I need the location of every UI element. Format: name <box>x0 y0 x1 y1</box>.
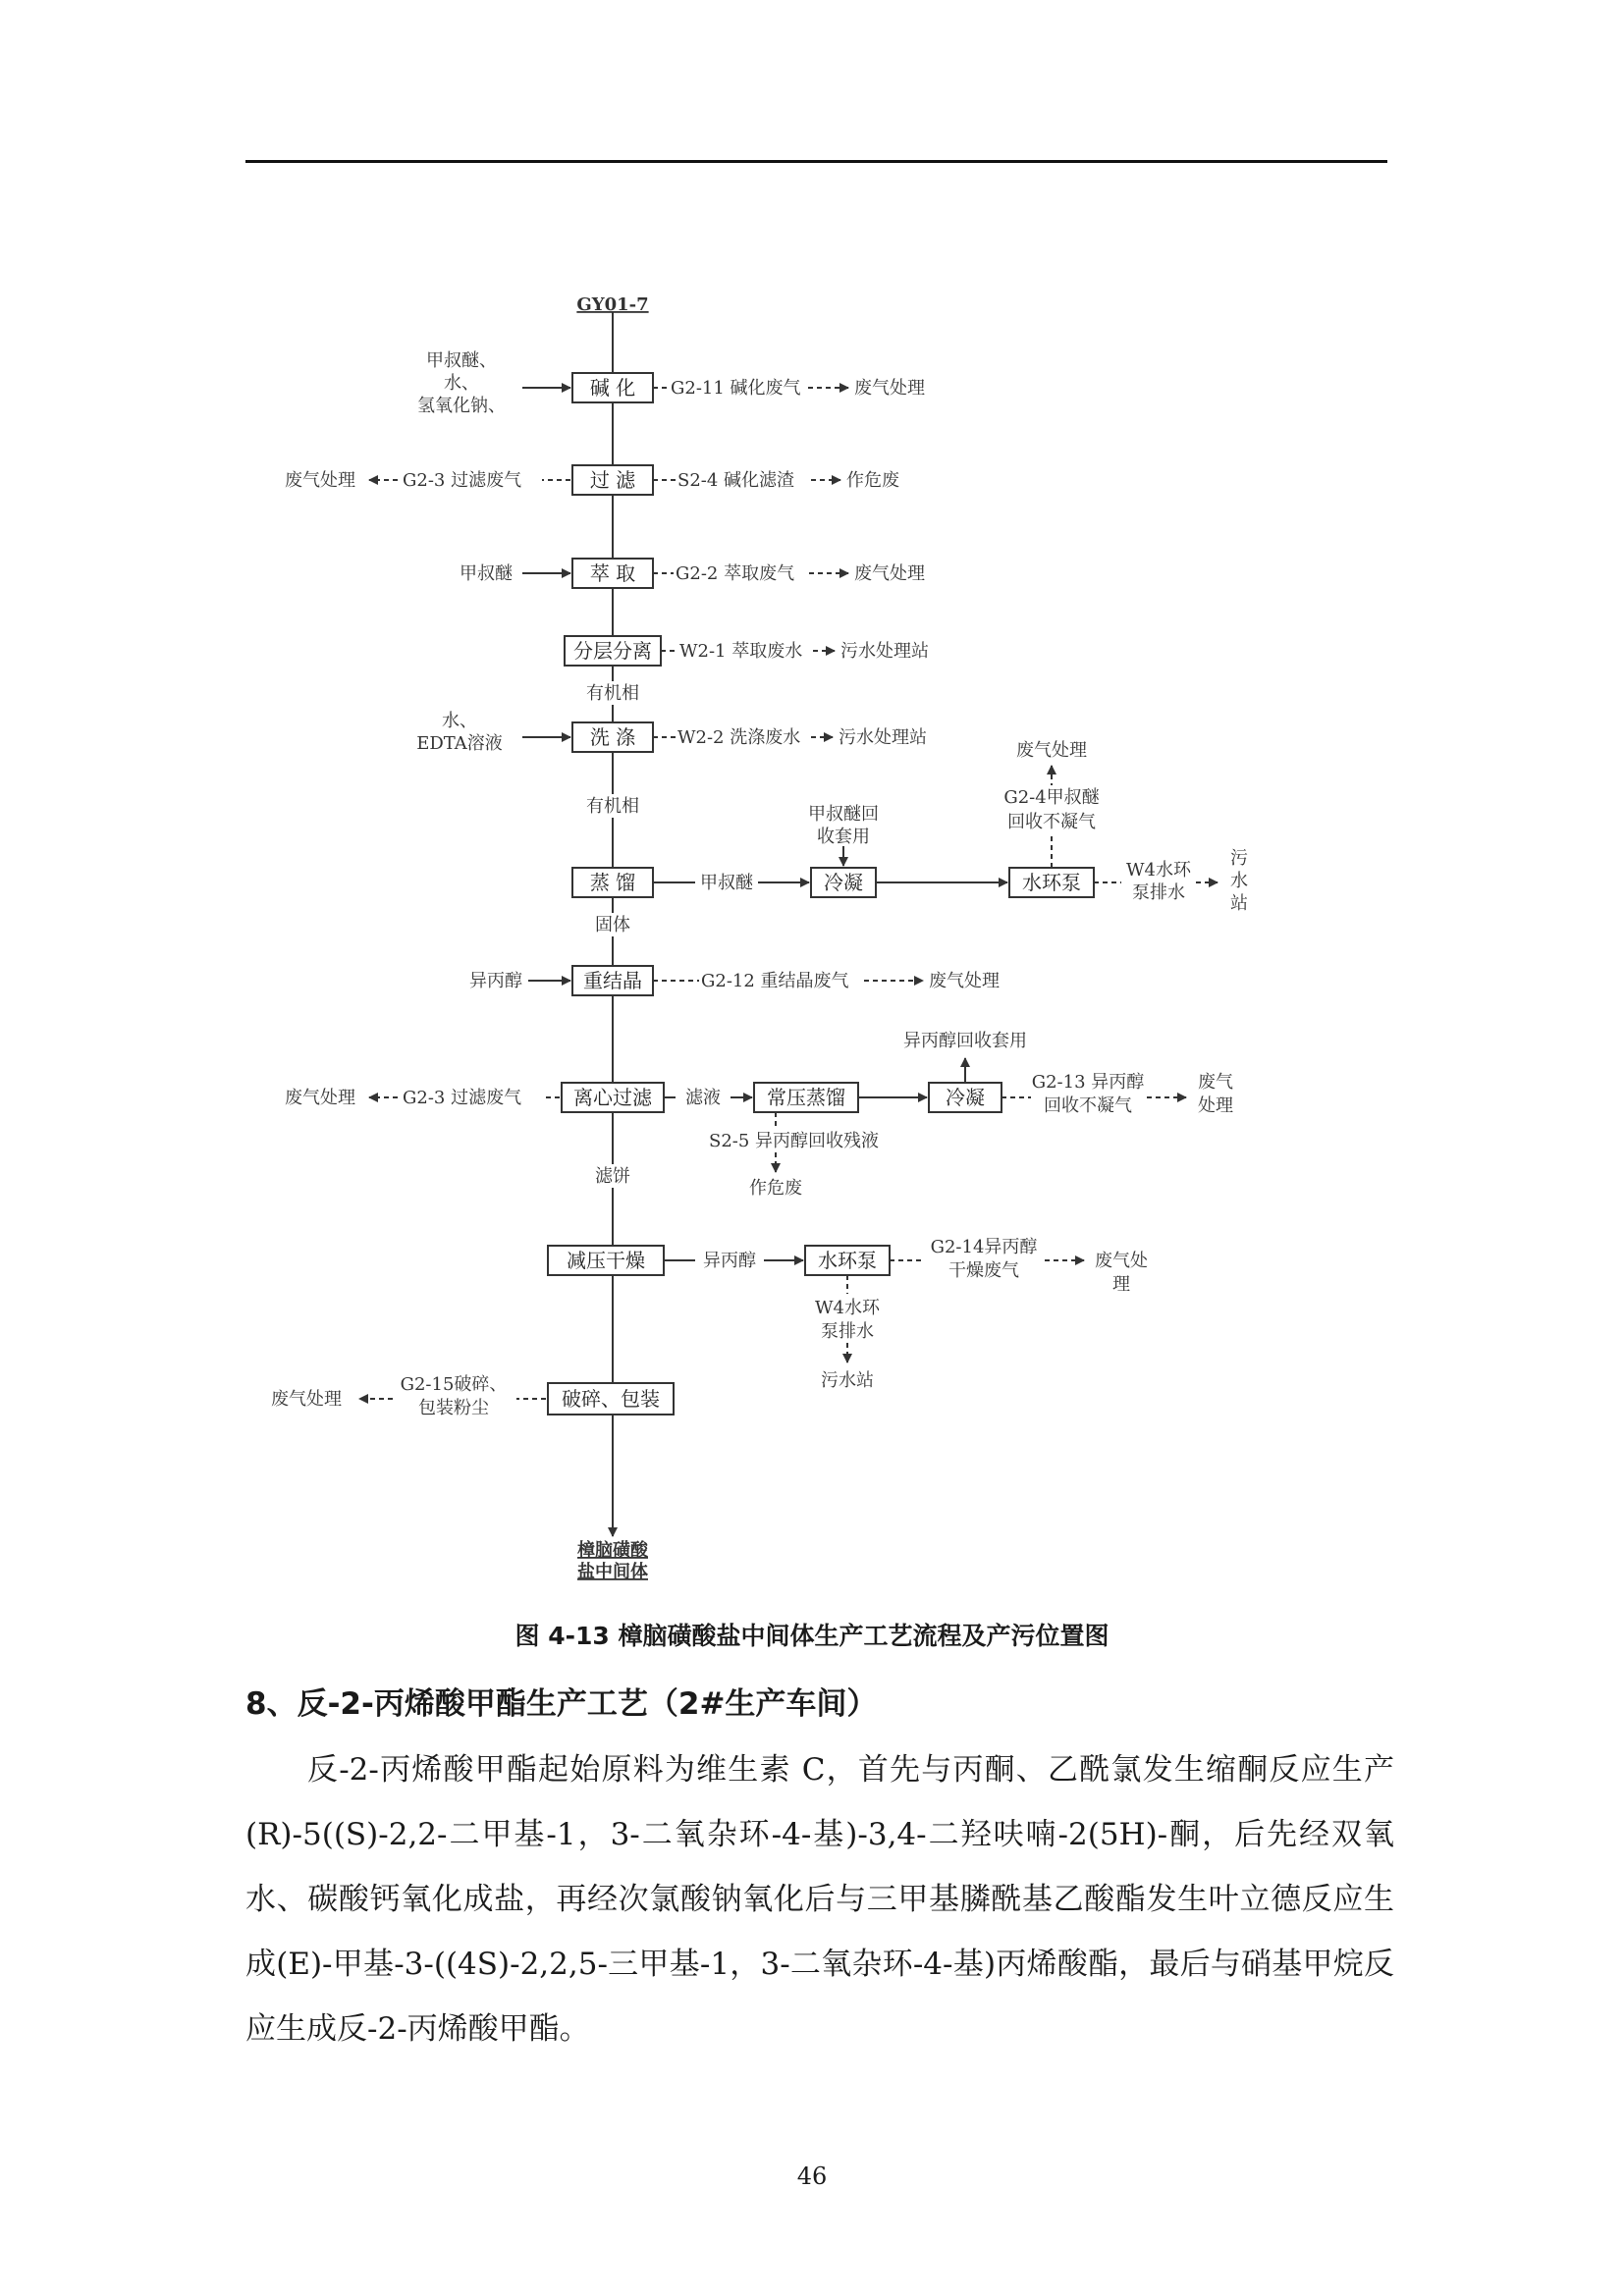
input-3: 甲叔醚 <box>460 563 513 584</box>
label-wg8: 废气处理 <box>271 1389 342 1410</box>
body-paragraph: 反-2-丙烯酸甲酯起始原料为维生素 C，首先与丙酮、乙酰氯发生缩酮反应生产(R)-5((S)-2,2-二甲基-1，3-二氧杂环-4-基)-3,4-二羟呋喃-2(5H)-酮，后先经双氧水、碳酸钙氧化成盐，再经次氯酸钠氧化后与三甲基膦酰基乙酸酯发生叶立德反应生成(E)-甲基-3-((4S)-2,2,5-三甲基-1，3-二氧杂环-4-基)丙烯酸酯，最后与硝基甲烷反应生成反-2-丙烯酸甲酯。 <box>245 1752 1394 2047</box>
label-s2-4: S2-4 碱化滤渣 <box>677 470 795 491</box>
input-1b: 水、 <box>444 373 479 394</box>
source-label: GY01-7 <box>576 294 649 315</box>
node-condenser-2-label: 冷凝 <box>946 1086 985 1109</box>
label-g2-4a: G2-4甲叔醚 <box>1003 787 1100 808</box>
label-g2-3b: G2-3 过滤废气 <box>403 1088 522 1108</box>
product-label-1: 樟脑磺酸 <box>577 1540 648 1561</box>
node-vacuum-drying-label: 减压干燥 <box>567 1249 645 1272</box>
input-7: 异丙醇 <box>469 971 522 991</box>
label-recycle-a: 甲叔醚回 <box>808 804 879 825</box>
page-number: 46 <box>796 2163 828 2190</box>
node-distillation-label: 蒸 馏 <box>589 871 636 894</box>
label-g2-3a: G2-3 过滤废气 <box>403 470 522 491</box>
label-g2-4b: 回收不凝气 <box>1007 812 1096 832</box>
label-w4a-2: 泵排水 <box>1132 882 1185 903</box>
label-g2-15a: G2-15破碎、 <box>400 1374 508 1395</box>
label-wg3: 废气处理 <box>854 563 925 584</box>
label-w4a-1: W4水环 <box>1126 860 1191 881</box>
input-1a: 甲叔醚、 <box>426 350 497 371</box>
node-condenser-1-label: 冷凝 <box>824 871 863 894</box>
label-haz1: 作危废 <box>846 470 899 491</box>
label-g2-15b: 包装粉尘 <box>418 1398 489 1418</box>
label-sewage-v2: 水 <box>1230 871 1248 891</box>
label-ww1: 污水处理站 <box>840 641 929 662</box>
node-extraction-label: 萃 取 <box>589 561 636 585</box>
label-org1: 有机相 <box>586 683 639 704</box>
label-w2-1: W2-1 萃取废水 <box>679 641 803 662</box>
label-g2-14a: G2-14异丙醇 <box>930 1237 1038 1257</box>
label-s2-5: S2-5 异丙醇回收残液 <box>709 1131 880 1151</box>
product-label-2: 盐中间体 <box>577 1562 648 1582</box>
label-g2-13b: 回收不凝气 <box>1044 1095 1132 1116</box>
label-sewage-v1: 污 <box>1230 848 1248 869</box>
label-g2-14b: 干燥废气 <box>948 1260 1019 1281</box>
node-crushing-packing-label: 破碎、包装 <box>562 1387 660 1411</box>
label-w4b-1: W4水环 <box>815 1298 880 1318</box>
node-filtration-label: 过 滤 <box>589 468 636 492</box>
input-5a: 水、 <box>442 711 477 731</box>
node-recrystallization-label: 重结晶 <box>583 969 642 992</box>
label-solid: 固体 <box>595 915 630 935</box>
label-g2-11: G2-11 碱化废气 <box>671 378 801 399</box>
label-ipa: 异丙醇 <box>703 1251 756 1271</box>
node-washing-label: 洗 涤 <box>589 725 636 749</box>
input-1c: 氢氧化钠、 <box>417 396 506 416</box>
label-w4b-2: 泵排水 <box>821 1321 874 1342</box>
section-heading: 8、反-2-丙烯酸甲酯生产工艺（2#生产车间） <box>245 1686 878 1722</box>
label-wg7a: 废气处 <box>1095 1251 1148 1271</box>
label-wg2: 废气处理 <box>285 470 355 491</box>
label-ipa-recycle: 异丙醇回收套用 <box>903 1031 1027 1051</box>
node-alkalization-label: 碱 化 <box>589 376 636 400</box>
label-wg4: 废气处理 <box>929 971 1000 991</box>
label-haz2: 作危废 <box>749 1178 802 1199</box>
label-filtrate: 滤液 <box>685 1088 721 1108</box>
node-separation-label: 分层分离 <box>573 639 652 663</box>
label-mtbe: 甲叔醚 <box>700 873 753 893</box>
label-sewage2: 污水站 <box>821 1370 874 1391</box>
node-centrifugal-filtration-label: 离心过滤 <box>573 1086 652 1109</box>
label-ww2: 污水处理站 <box>839 727 927 748</box>
label-wg7b: 理 <box>1112 1274 1130 1295</box>
input-5b: EDTA溶液 <box>416 733 503 754</box>
label-org2: 有机相 <box>586 796 639 817</box>
label-wg-top: 废气处理 <box>1016 740 1087 761</box>
label-g2-2: G2-2 萃取废气 <box>676 563 795 584</box>
label-g2-13a: G2-13 异丙醇 <box>1031 1072 1145 1093</box>
label-wg6a: 废气 <box>1198 1072 1233 1093</box>
node-pump-1-label: 水环泵 <box>1022 871 1081 894</box>
label-wg6b: 处理 <box>1198 1095 1233 1116</box>
node-atm-distillation-label: 常压蒸馏 <box>767 1086 845 1109</box>
label-wg5: 废气处理 <box>285 1088 355 1108</box>
label-g2-12: G2-12 重结晶废气 <box>701 971 849 991</box>
label-wg1: 废气处理 <box>854 378 925 399</box>
node-pump-2-label: 水环泵 <box>818 1249 877 1272</box>
label-sewage-v3: 站 <box>1230 893 1248 914</box>
label-recycle-b: 收套用 <box>817 827 870 847</box>
figure-caption: 图 4-13 樟脑磺酸盐中间体生产工艺流程及产污位置图 <box>514 1622 1110 1650</box>
label-w2-2: W2-2 洗涤废水 <box>677 727 801 748</box>
label-cake: 滤饼 <box>595 1166 630 1187</box>
